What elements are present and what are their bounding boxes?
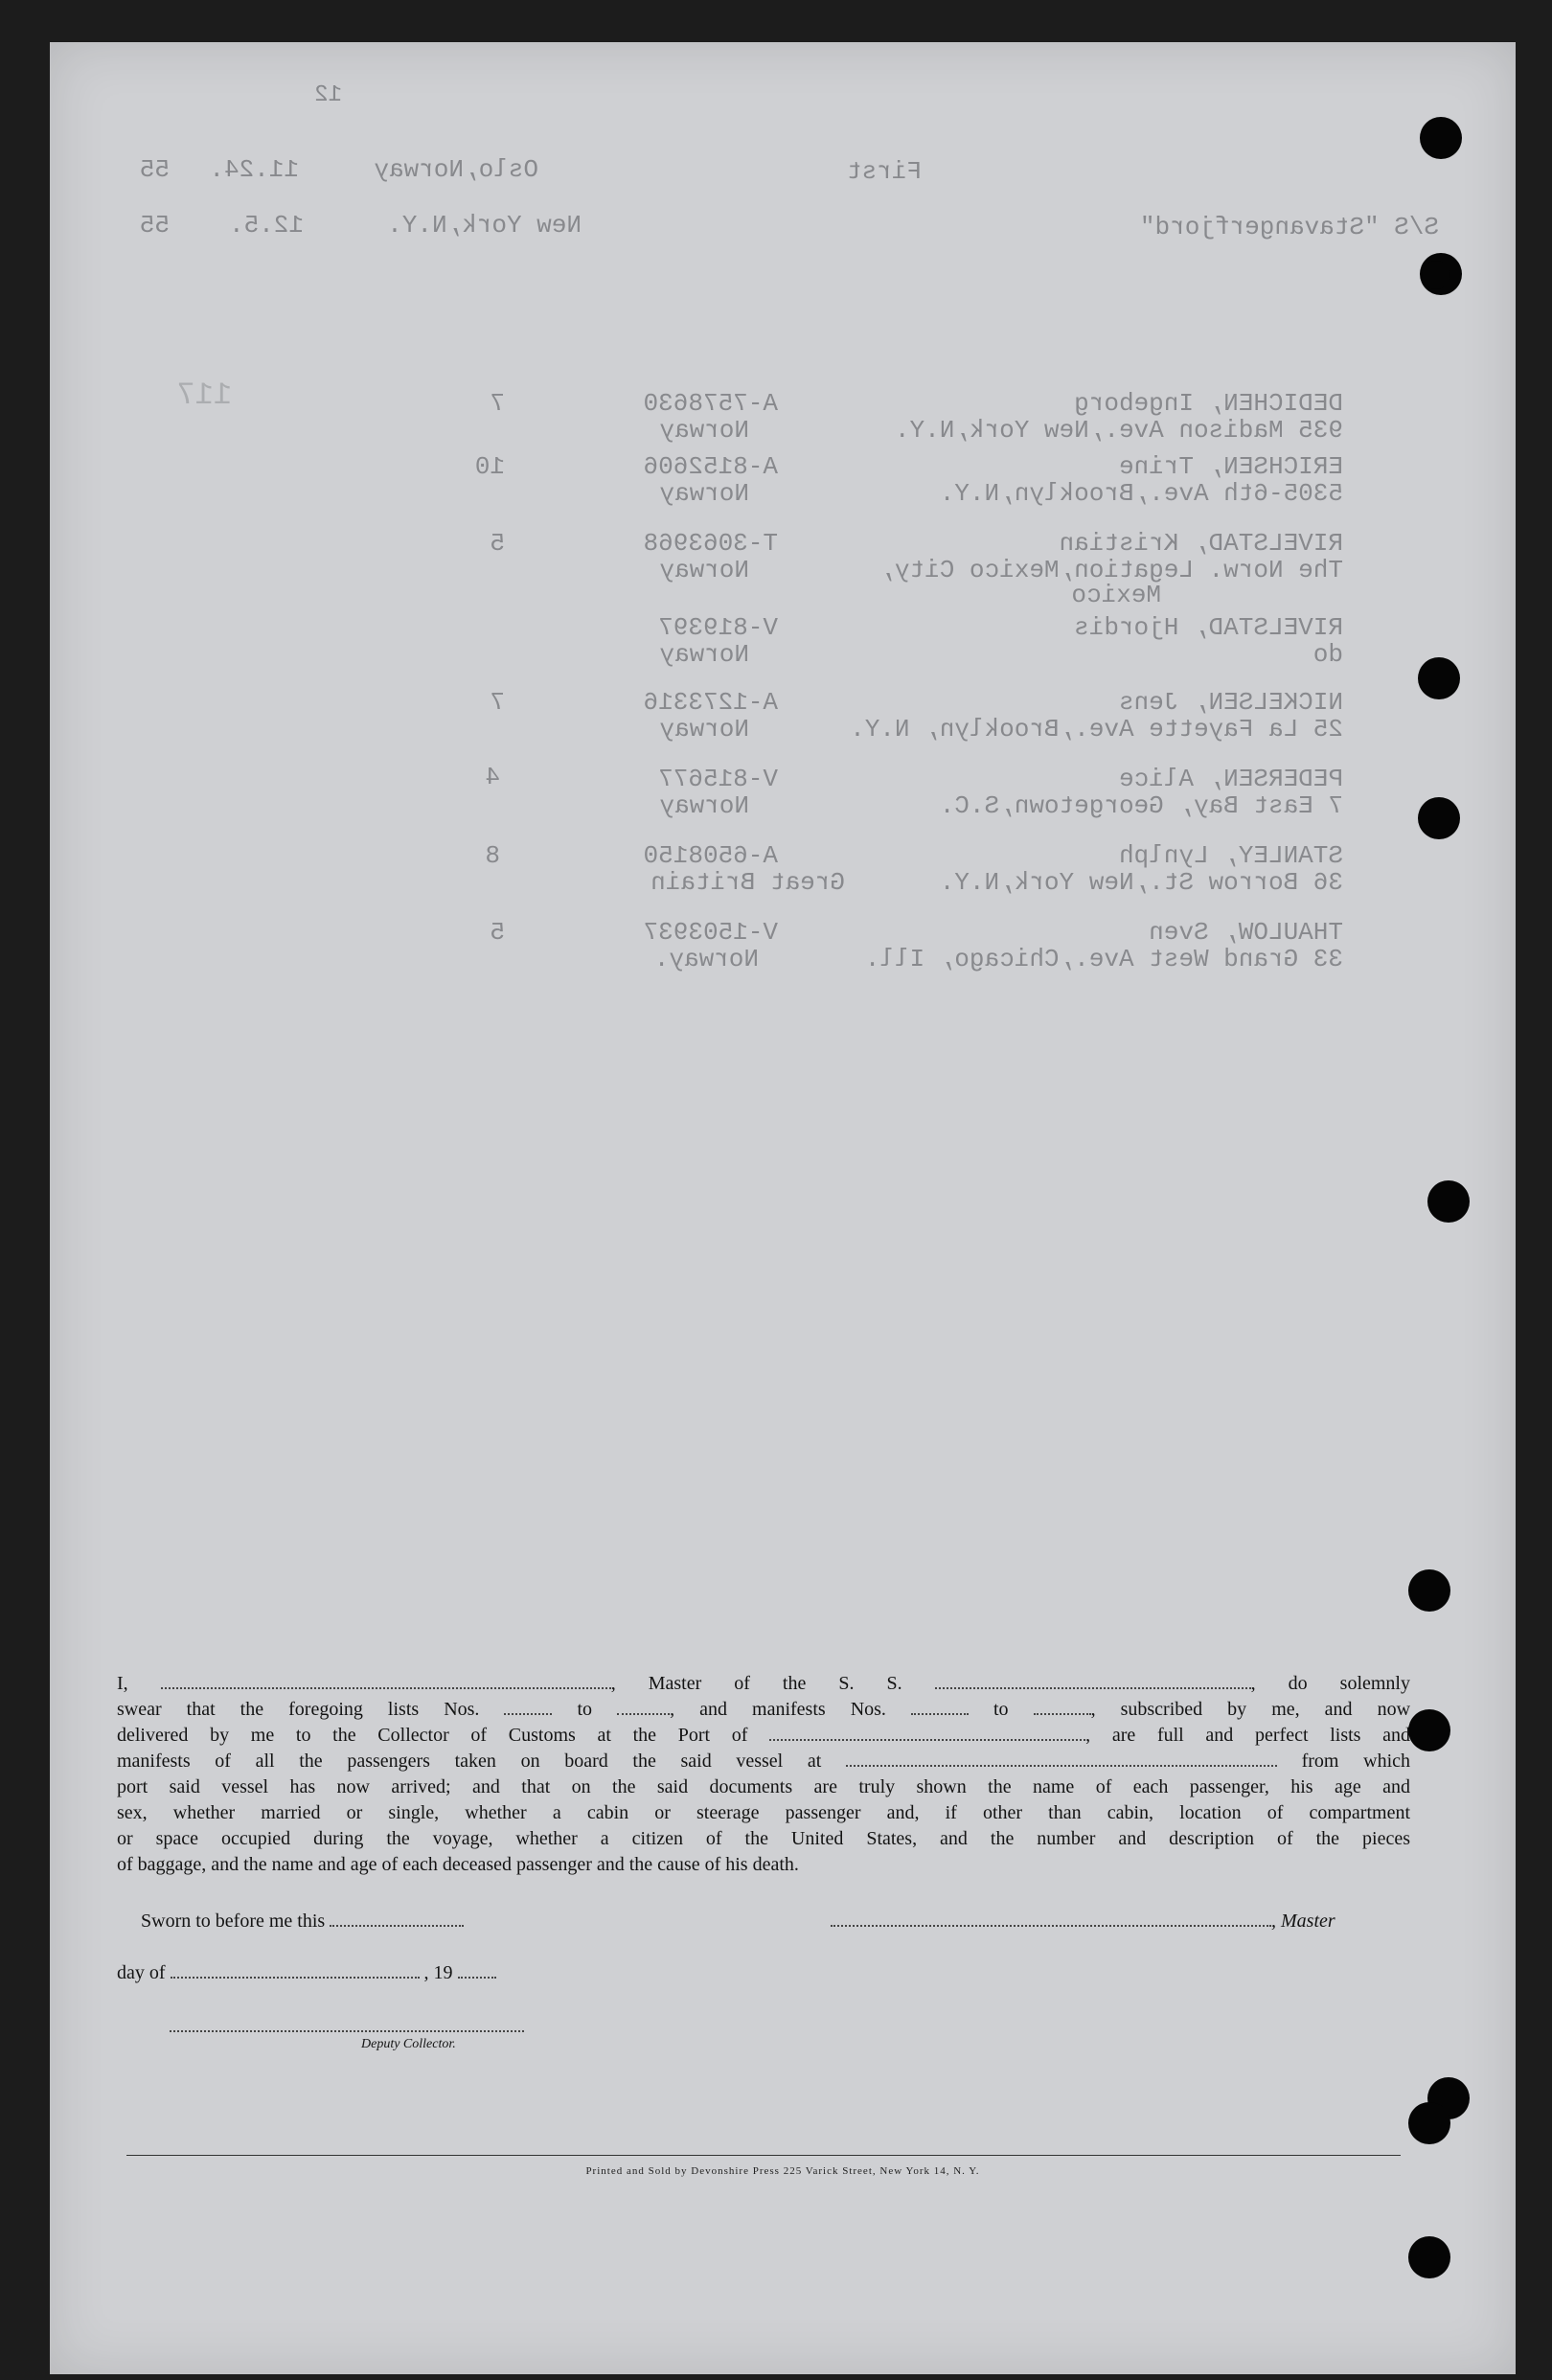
ghost-arrival-year: 55 (139, 211, 170, 240)
vessel-name-field[interactable] (935, 1683, 1251, 1689)
ghost-passenger-name: RIVELSTAD, Kristian (1059, 529, 1343, 558)
ghost-passenger-name: ERICHSEN, Trine (1118, 452, 1343, 481)
binder-hole (1408, 2102, 1450, 2144)
oath-master-of: , Master of the S. S. (610, 1673, 902, 1694)
sworn-day-field[interactable] (330, 1921, 464, 1927)
manifest-page (50, 42, 1516, 2374)
ghost-departure-port: Oslo,Norway (374, 155, 538, 184)
oath-vessel-at-label: manifests of all the passengers taken on board the said vessel at (117, 1751, 822, 1772)
ghost-passenger-country: Norway (659, 640, 749, 669)
month-field[interactable] (171, 1973, 420, 1979)
ghost-passenger-address: do (1312, 640, 1343, 669)
master-label: , Master (1271, 1911, 1335, 1932)
sworn-label: Sworn to before me this (141, 1911, 326, 1932)
ghost-passenger-country: Norway (659, 416, 749, 445)
ghost-passenger-name: PEDERSEN, Alice (1118, 765, 1343, 793)
oath-to-label: to (993, 1699, 1009, 1720)
ghost-passenger-country: Great Britain (650, 868, 845, 897)
footer-rule (126, 2155, 1401, 2156)
oath-lists-label: swear that the foregoing lists Nos. (117, 1699, 480, 1720)
ghost-passenger-country: Norway. (653, 945, 759, 973)
ghost-passenger-country: Norway (659, 556, 749, 584)
ghost-passenger-country: Norway (659, 791, 749, 820)
oath-full-lists-label: , are full and perfect lists and (1085, 1725, 1411, 1746)
oath-line: of baggage, and the name and age of each deceased passenger and the cause of his death. (117, 1854, 799, 1875)
printer-imprint: Printed and Sold by Devonshire Press 225 Varick Street, New York 14, N. Y. (585, 2165, 980, 2177)
manifests-to-field[interactable] (1034, 1709, 1091, 1715)
oath-from-which-label: from which (1301, 1751, 1411, 1772)
ghost-passenger-address: The Norw. Legation,Mexico City, (879, 556, 1343, 584)
ghost-passenger-country: Norway (659, 479, 749, 508)
ghost-passenger-count: 4 (485, 763, 500, 791)
ghost-passenger-name: STANLEY, Lynlph (1118, 841, 1343, 870)
binder-hole (1408, 2236, 1450, 2278)
port-field[interactable] (769, 1735, 1085, 1741)
ghost-passenger-country: Norway (659, 715, 749, 744)
ghost-vessel: S/S "Stavangerfjord" (1139, 213, 1439, 241)
master-signature-line (831, 1911, 1335, 1933)
ghost-passenger-name: RIVELSTAD, Hjordis (1074, 613, 1343, 642)
oath-line: or space occupied during the voyage, whether a citizen of the United States, and the number and description of the pieces (117, 1828, 1410, 1849)
binder-hole (1408, 1569, 1450, 1612)
ghost-passenger-address: 36 Borrow St.,New York,N.Y. (939, 868, 1343, 897)
year-label: , 19 (423, 1962, 453, 1983)
ghost-arrival-date: 12.5. (228, 211, 304, 240)
ghost-passenger-doc: A-7578630 (643, 389, 778, 418)
ghost-passenger-name: NICKELSEN, Jens (1118, 688, 1343, 717)
binder-hole (1427, 1180, 1470, 1223)
day-of-line (117, 1962, 496, 1984)
ghost-passenger-count: 8 (485, 841, 500, 870)
oath-i: I, (117, 1673, 128, 1694)
ghost-passenger-address2: Mexico (1071, 581, 1161, 609)
year-field[interactable] (458, 1973, 496, 1979)
oath-line: sex, whether married or single, whether a cabin or steerage passenger and, if other than cabin, location of compartment (117, 1802, 1410, 1823)
ghost-passenger-doc: V-819397 (658, 613, 778, 642)
ghost-arrival-port: New York,N.Y. (387, 211, 582, 240)
binder-hole (1408, 1709, 1450, 1751)
ghost-passenger-doc: A-6508150 (643, 841, 778, 870)
oath-subscribed-label: , subscribed by me, and now (1090, 1699, 1411, 1720)
lists-from-field[interactable] (504, 1709, 552, 1715)
ghost-departure-date: 11.24. (209, 155, 299, 184)
lists-to-field[interactable] (617, 1709, 670, 1715)
ghost-list-number: 117 (176, 378, 232, 413)
ghost-passenger-address: 5305-6th Ave.,Brooklyn,N.Y. (939, 479, 1343, 508)
oath-to-label: to (577, 1699, 593, 1720)
oath-line: port said vessel has now arrived; and that on the said documents are truly shown the name of each passenger, his age and (117, 1776, 1410, 1797)
deputy-collector-label: Deputy Collector. (361, 2037, 456, 2051)
ghost-passenger-count: 7 (490, 389, 505, 418)
ghost-passenger-count: 7 (490, 688, 505, 717)
ghost-passenger-doc: T-3063968 (643, 529, 778, 558)
ghost-passenger-count: 5 (490, 529, 505, 558)
ghost-passenger-doc: A-1273316 (643, 688, 778, 717)
ghost-class: First (846, 157, 922, 186)
ghost-page-number: 12 (314, 82, 342, 108)
oath-manifests-label: , and manifests Nos. (670, 1699, 886, 1720)
ghost-passenger-address: 25 La Fayette Ave.,Brooklyn, N.Y. (850, 715, 1343, 744)
manifests-from-field[interactable] (911, 1709, 969, 1715)
ghost-passenger-address: 935 Madison Ave.,New York,N.Y. (894, 416, 1343, 445)
ghost-passenger-address: 33 Grand West Ave.,Chicago, Ill. (864, 945, 1343, 973)
master-oath (117, 1671, 1410, 1878)
master-name-field[interactable] (161, 1683, 611, 1689)
bleed-through-text (50, 42, 1516, 1096)
ghost-passenger-doc: V-1503937 (643, 918, 778, 947)
master-signature-field[interactable] (831, 1921, 1271, 1927)
deputy-signature-line (170, 2016, 524, 2038)
ghost-passenger-name: THAULOW, Sven (1149, 918, 1343, 947)
ghost-passenger-count: 10 (474, 452, 505, 481)
oath-solemnly: , do solemnly (1250, 1673, 1410, 1694)
ghost-passenger-address: 7 East Bay, Georgetown,S.C. (939, 791, 1343, 820)
sworn-line (141, 1911, 464, 1933)
ghost-passenger-name: DEDICHEN, Ingeborg (1074, 389, 1343, 418)
deputy-signature-field[interactable] (170, 2026, 524, 2032)
ghost-departure-year: 55 (139, 155, 170, 184)
oath-port-label: delivered by me to the Collector of Customs at the Port of (117, 1725, 748, 1746)
ghost-passenger-count: 5 (490, 918, 505, 947)
day-of-label: day of (117, 1962, 166, 1983)
ghost-passenger-doc: A-8152606 (643, 452, 778, 481)
departure-port-field[interactable] (846, 1761, 1277, 1767)
ghost-passenger-doc: V-815677 (658, 765, 778, 793)
